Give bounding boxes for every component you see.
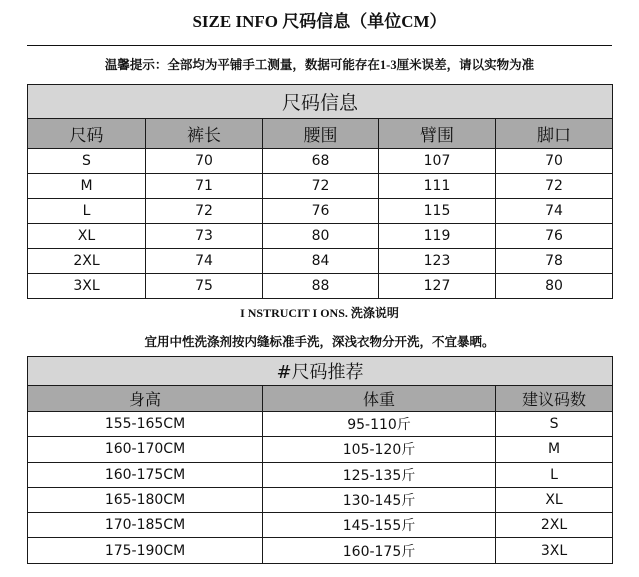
column-header-hem: 脚口 (496, 119, 613, 149)
table-row (28, 412, 613, 437)
table-cell: 75 (146, 274, 263, 299)
table-caption-row (28, 357, 613, 386)
column-header-suggested-size: 建议码数 (496, 386, 613, 412)
table-cell: 3XL (496, 538, 613, 563)
table-cell: 130-145斤 (263, 487, 496, 512)
table-cell: 115 (379, 199, 496, 224)
table-cell: 155-165CM (28, 412, 263, 437)
table-cell: 74 (146, 249, 263, 274)
table-cell: S (28, 149, 146, 174)
table-cell: 170-185CM (28, 513, 263, 538)
table-row (28, 249, 613, 274)
table-row (28, 538, 613, 563)
instructions-text: 宜用中性洗涤剂按内缝标准手洗，深浅衣物分开洗，不宜暴晒。 (144, 335, 495, 349)
table-cell: 72 (146, 199, 263, 224)
table-cell: 145-155斤 (263, 513, 496, 538)
table-row (28, 274, 613, 299)
recommend-table-caption: #尺码推荐 (28, 357, 613, 386)
table-cell: M (28, 174, 146, 199)
table-cell: 84 (263, 249, 379, 274)
table-cell: 107 (379, 149, 496, 174)
column-header-length: 裤长 (146, 119, 263, 149)
column-header-height: 身高 (28, 386, 263, 412)
column-header-size: 尺码 (28, 119, 146, 149)
table-cell: 72 (263, 174, 379, 199)
table-cell: M (496, 437, 613, 462)
table-cell: 72 (496, 174, 613, 199)
measurement-note: 温馨提示：全部均为平铺手工测量，数据可能存在1-3厘米误差，请以实物为准 (104, 58, 535, 72)
table-cell: L (496, 462, 613, 487)
table-cell: XL (28, 224, 146, 249)
title-divider (27, 45, 612, 46)
table-caption-row (28, 85, 613, 119)
table-cell: 105-120斤 (263, 437, 496, 462)
table-cell: 71 (146, 174, 263, 199)
table-row (28, 462, 613, 487)
column-header-waist: 腰围 (263, 119, 379, 149)
table-cell: 119 (379, 224, 496, 249)
table-row (28, 149, 613, 174)
table-cell: 68 (263, 149, 379, 174)
column-header-hip: 臂围 (379, 119, 496, 149)
size-table-caption: 尺码信息 (28, 85, 613, 119)
table-cell: 80 (496, 274, 613, 299)
page-title: SIZE INFO 尺码信息（单位CM） (192, 12, 447, 31)
table-cell: 127 (379, 274, 496, 299)
table-cell: 2XL (28, 249, 146, 274)
table-cell: XL (496, 487, 613, 512)
table-cell: 165-180CM (28, 487, 263, 512)
table-cell: 88 (263, 274, 379, 299)
table-cell: 3XL (28, 274, 146, 299)
table-cell: 123 (379, 249, 496, 274)
instructions-heading: I NSTRUCIT I ONS. 洗涤说明 (240, 306, 399, 320)
table-cell: 70 (146, 149, 263, 174)
size-info-table (27, 84, 613, 299)
column-header-weight: 体重 (263, 386, 496, 412)
table-cell: 125-135斤 (263, 462, 496, 487)
table-cell: S (496, 412, 613, 437)
table-cell: 70 (496, 149, 613, 174)
table-row (28, 437, 613, 462)
table-cell: 160-175斤 (263, 538, 496, 563)
table-cell: 2XL (496, 513, 613, 538)
table-header-row (28, 119, 613, 149)
table-cell: 95-110斤 (263, 412, 496, 437)
table-cell: 80 (263, 224, 379, 249)
table-row (28, 224, 613, 249)
table-cell: 160-175CM (28, 462, 263, 487)
table-cell: 78 (496, 249, 613, 274)
table-cell: 73 (146, 224, 263, 249)
table-row (28, 199, 613, 224)
table-cell: L (28, 199, 146, 224)
size-recommendation-table (27, 356, 613, 564)
table-cell: 74 (496, 199, 613, 224)
table-row (28, 174, 613, 199)
table-cell: 76 (496, 224, 613, 249)
table-cell: 175-190CM (28, 538, 263, 563)
table-row (28, 513, 613, 538)
table-cell: 76 (263, 199, 379, 224)
table-cell: 111 (379, 174, 496, 199)
table-row (28, 487, 613, 512)
table-cell: 160-170CM (28, 437, 263, 462)
table-header-row (28, 386, 613, 412)
